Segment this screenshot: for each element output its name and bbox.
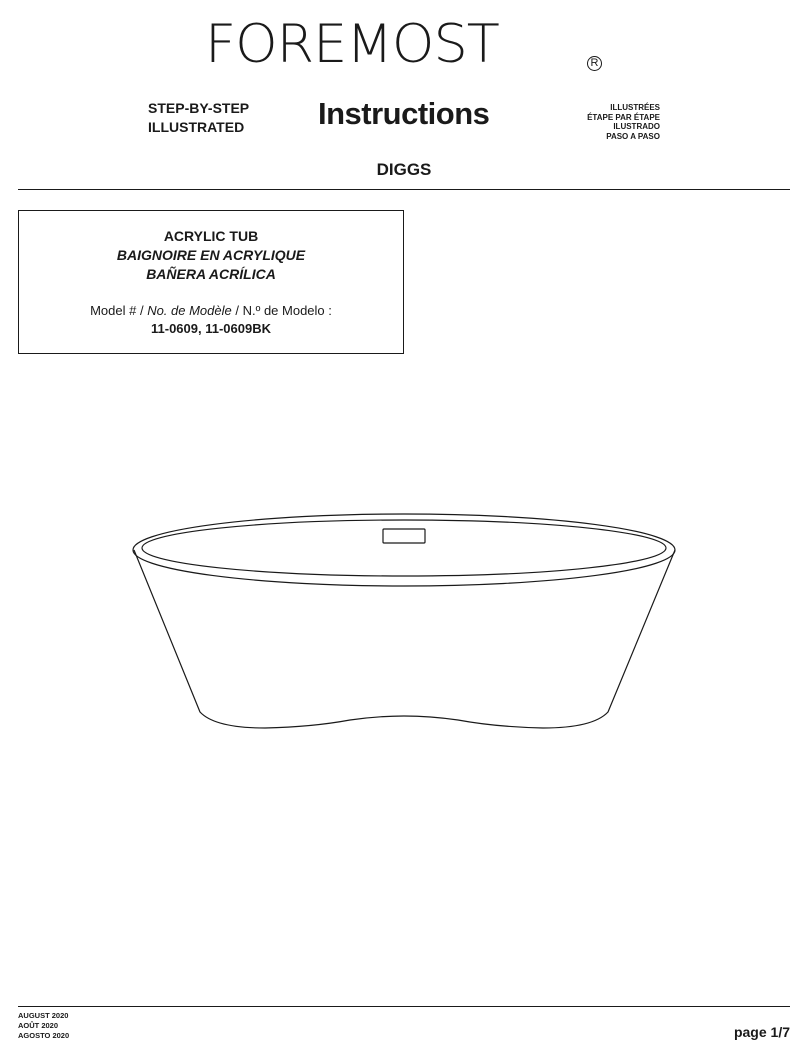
date-en: AUGUST 2020 (18, 1011, 69, 1020)
date-es: AGOSTO 2020 (18, 1031, 70, 1040)
tub-body (134, 550, 675, 728)
document-title: Instructions (318, 96, 490, 131)
registered-mark: R (587, 56, 602, 71)
header-right-line3: ILUSTRADO (613, 122, 660, 131)
product-type-en: ACRYLIC TUB (163, 228, 259, 244)
header-left-line1: STEP-BY-STEP (148, 100, 250, 116)
date-fr: AOÛT 2020 (18, 1021, 59, 1030)
product-type-es: BAÑERA ACRÍLICA (146, 266, 276, 282)
model-label-fr: No. de Modèle (147, 303, 232, 318)
model-numbers: 11-0609, 11-0609BK (151, 321, 271, 336)
tub-overflow-drain (383, 529, 425, 543)
product-type-fr: BAIGNOIRE EN ACRYLIQUE (116, 247, 306, 263)
header-right-line1: ILLUSTRÉES (610, 103, 660, 112)
header-right-line2: ÉTAPE PAR ÉTAPE (587, 112, 660, 122)
product-name: DIGGS (376, 160, 432, 179)
page-number: page 1/7 (733, 1024, 790, 1040)
brand-wordmark: FOREMOST (205, 14, 499, 75)
header-right-line4: PASO A PASO (606, 131, 660, 141)
header-left-line2: ILLUSTRATED (148, 119, 245, 135)
publication-date (18, 1011, 69, 1041)
tub-outer-rim (133, 514, 675, 586)
model-label-es: / N.º de Modelo : (231, 303, 332, 318)
model-label-en: Model # / (90, 303, 148, 318)
footer-divider (18, 1006, 790, 1007)
